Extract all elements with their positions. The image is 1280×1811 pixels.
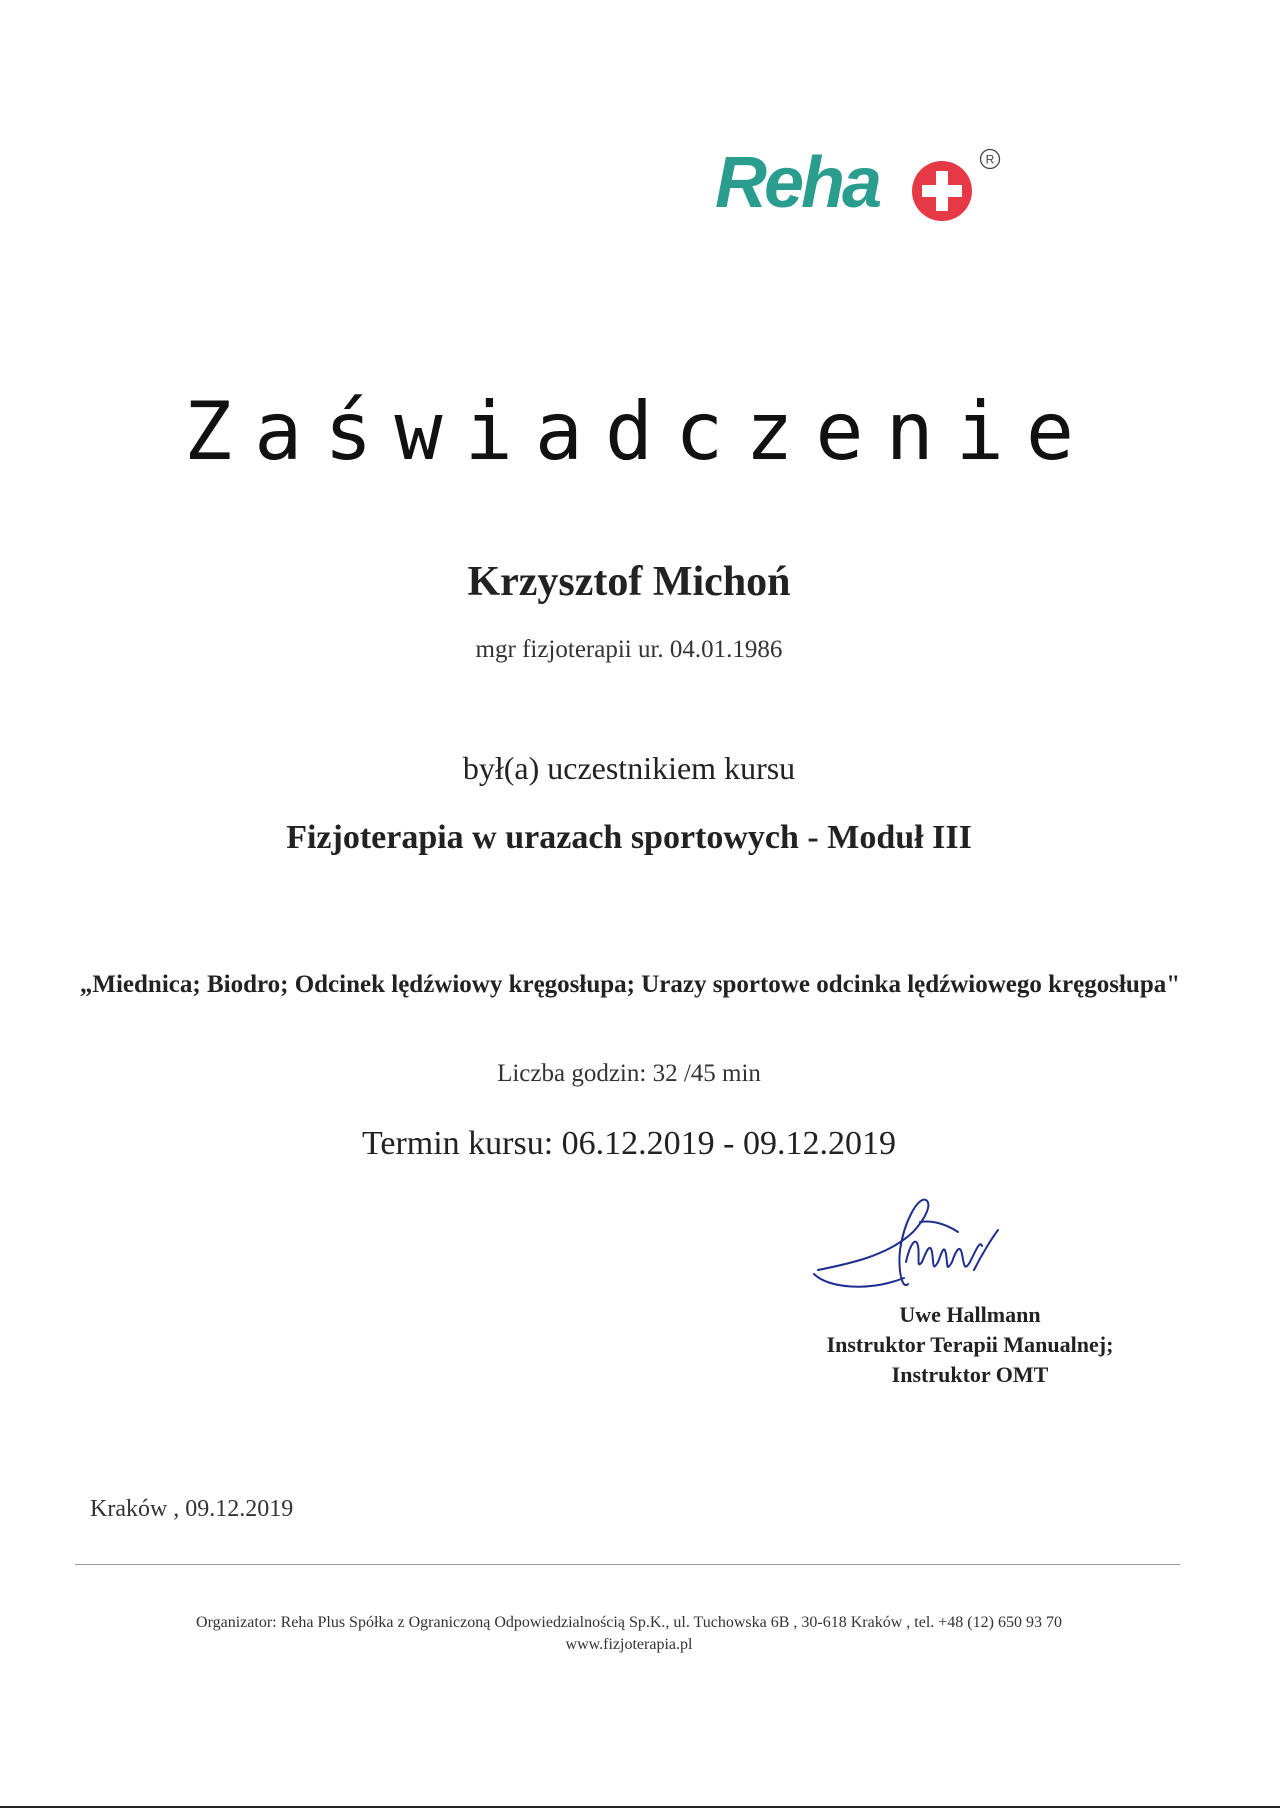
organizer-info: Organizator: Reha Plus Spółka z Ograniczoną Odpowiedzialnością Sp.K., ul. Tuchowska 6B , 30-618 Kraków , tel. +48 (12) 650 93 70	[196, 1614, 1062, 1631]
participant-name: Krzysztof Michoń	[467, 559, 791, 605]
signer-role-1: Instruktor Terapii Manualnej;	[826, 1332, 1114, 1357]
course-term: Termin kursu: 06.12.2019 - 09.12.2019	[361, 1125, 897, 1162]
footer-divider	[75, 1564, 1180, 1565]
plus-cross-icon	[911, 160, 973, 222]
certificate-title: Zaświadczenie	[183, 385, 1097, 478]
signer-name: Uwe Hallmann	[899, 1302, 1041, 1327]
course-topics: „Miednica; Biodro; Odcinek lędźwiowy kręgosłupa; Urazy sportowe odcinka lędźwiowego kręgosłupa"	[79, 971, 1181, 998]
website-link: www.fizjoterapia.pl	[565, 1636, 693, 1653]
participation-statement: był(a) uczestnikiem kursu	[462, 750, 796, 786]
svg-text:R: R	[985, 152, 995, 167]
signer-role-2: Instruktor OMT	[891, 1362, 1049, 1387]
registered-mark-icon	[979, 148, 1001, 170]
scan-edge	[0, 1806, 1280, 1808]
logo-text: Reha	[715, 143, 880, 223]
participant-degree: mgr fizjoterapii ur. 04.01.1986	[475, 636, 783, 663]
course-name: Fizjoterapia w urazach sportowych - Moduł III	[286, 819, 972, 856]
signer-block	[760, 1300, 1180, 1390]
reha-logo	[715, 138, 1015, 228]
course-hours: Liczba godzin: 32 /45 min	[497, 1060, 761, 1087]
issue-place-date: Kraków , 09.12.2019	[90, 1496, 294, 1522]
footer	[0, 1612, 1258, 1656]
